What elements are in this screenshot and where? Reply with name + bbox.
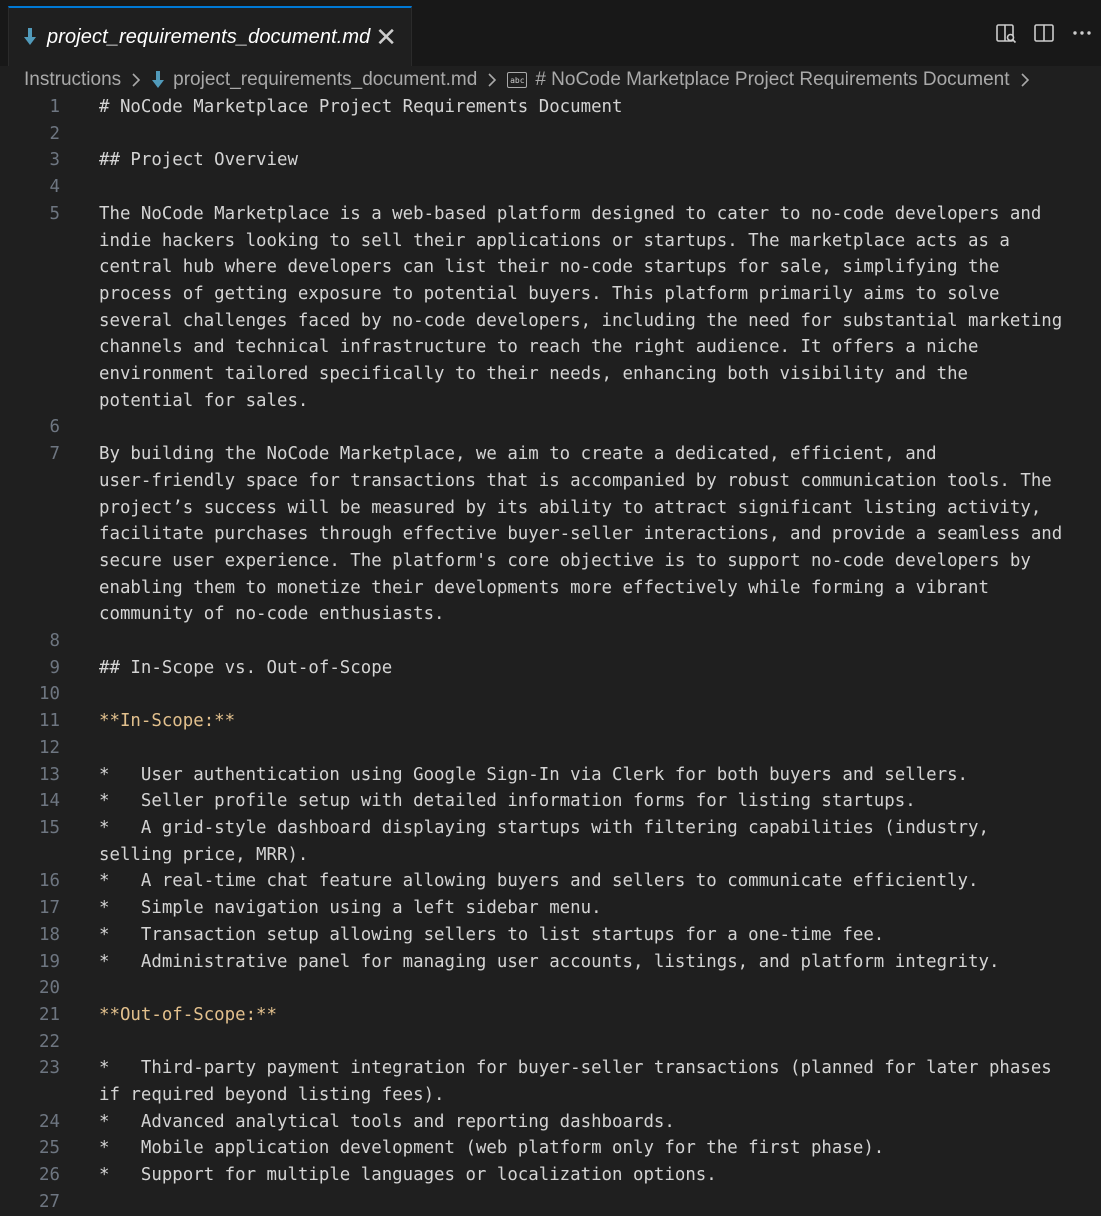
breadcrumb-file-label: project_requirements_document.md xyxy=(173,69,478,90)
line-number: 3 xyxy=(49,150,60,171)
line-number: 21 xyxy=(39,1004,60,1025)
line-text: * Third-party payment integration for buyer-seller transactions (planned for later phases if required beyond listing fees). xyxy=(99,1058,1052,1106)
line-text xyxy=(99,1189,1089,1216)
tab-title: project_requirements_document.md xyxy=(47,25,371,48)
line-text: * A real-time chat feature allowing buyers and sellers to communicate efficiently. xyxy=(99,871,979,892)
line-number: 22 xyxy=(39,1031,60,1052)
code-line[interactable] xyxy=(0,868,1101,895)
code-line[interactable] xyxy=(0,201,1101,415)
line-number: 9 xyxy=(49,657,60,678)
code-line[interactable] xyxy=(0,762,1101,789)
line-number: 5 xyxy=(49,203,60,224)
line-text: By building the NoCode Marketplace, we aim to create a dedicated, efficient, and user-friendly space for transactions that is accompanied by robust communication tools. The project’s success will be measured by its ability to attract significant listing activity, facilitate purchases through effective buyer-seller interactions, and provide a seamless and secure user experience. The platform's core objective is to support no-code developers by enabling them to monetize their developments more effectively while forming a vibrant community of no-code enthusiasts. xyxy=(99,444,1063,625)
editor-actions xyxy=(995,22,1093,44)
string-symbol-icon: abc xyxy=(507,72,527,88)
line-text: * Seller profile setup with detailed information forms for listing startups. xyxy=(99,791,916,812)
open-preview-to-side-icon[interactable] xyxy=(995,22,1017,44)
code-line[interactable] xyxy=(0,441,1101,628)
code-line[interactable] xyxy=(0,735,1101,762)
line-number: 27 xyxy=(39,1191,60,1212)
line-text: * Simple navigation using a left sidebar menu. xyxy=(99,898,602,919)
line-text: * Administrative panel for managing user accounts, listings, and platform integrity. xyxy=(99,951,1000,972)
line-number: 7 xyxy=(49,444,60,465)
code-line[interactable] xyxy=(0,1055,1101,1108)
line-text xyxy=(99,121,1089,148)
code-line[interactable] xyxy=(0,681,1101,708)
code-line[interactable] xyxy=(0,414,1101,441)
code-line[interactable] xyxy=(0,655,1101,682)
code-line[interactable] xyxy=(0,94,1101,121)
line-text: **Out-of-Scope:** xyxy=(99,1004,277,1025)
close-icon[interactable]: ✕ xyxy=(375,22,397,52)
line-text: ## Project Overview xyxy=(99,150,298,171)
line-number: 6 xyxy=(49,417,60,438)
line-text xyxy=(99,681,1089,708)
code-line[interactable] xyxy=(0,1002,1101,1029)
line-number: 15 xyxy=(39,817,60,838)
line-number: 16 xyxy=(39,871,60,892)
editor-tab[interactable] xyxy=(8,6,412,66)
code-line[interactable] xyxy=(0,1189,1101,1216)
breadcrumb xyxy=(0,66,1101,94)
breadcrumb-symbol[interactable] xyxy=(507,69,1009,91)
line-text: ## In-Scope vs. Out-of-Scope xyxy=(99,657,393,678)
line-text xyxy=(99,628,1089,655)
line-number: 10 xyxy=(39,684,60,705)
code-line[interactable] xyxy=(0,121,1101,148)
line-text xyxy=(99,414,1089,441)
code-line[interactable] xyxy=(0,895,1101,922)
line-text: **In-Scope:** xyxy=(99,711,236,732)
line-text xyxy=(99,735,1089,762)
line-text: * User authentication using Google Sign-In via Clerk for both buyers and sellers. xyxy=(99,764,969,785)
code-line[interactable] xyxy=(0,1135,1101,1162)
chevron-right-icon xyxy=(1020,73,1030,87)
markdown-file-icon xyxy=(151,71,165,89)
code-line[interactable] xyxy=(0,975,1101,1002)
line-number: 17 xyxy=(39,898,60,919)
line-text xyxy=(99,1029,1089,1056)
line-text xyxy=(99,975,1089,1002)
line-number: 12 xyxy=(39,737,60,758)
line-text: * A grid-style dashboard displaying startups with filtering capabilities (industry, selling price, MRR). xyxy=(99,817,989,865)
line-number: 4 xyxy=(49,177,60,198)
line-number: 24 xyxy=(39,1111,60,1132)
code-line[interactable] xyxy=(0,1162,1101,1189)
line-number: 18 xyxy=(39,924,60,945)
code-line[interactable] xyxy=(0,1109,1101,1136)
line-text: * Support for multiple languages or localization options. xyxy=(99,1165,717,1186)
code-line[interactable] xyxy=(0,922,1101,949)
line-text: * Advanced analytical tools and reporting dashboards. xyxy=(99,1111,675,1132)
code-line[interactable] xyxy=(0,1029,1101,1056)
line-number: 2 xyxy=(49,123,60,144)
markdown-file-icon xyxy=(23,28,37,46)
breadcrumb-folder[interactable]: Instructions xyxy=(24,69,122,90)
breadcrumb-symbol-label: # NoCode Marketplace Project Requirements Document xyxy=(535,69,1010,90)
code-line[interactable] xyxy=(0,949,1101,976)
line-text: * Transaction setup allowing sellers to list startups for a one-time fee. xyxy=(99,924,885,945)
line-number: 14 xyxy=(39,791,60,812)
code-line[interactable] xyxy=(0,147,1101,174)
line-number: 11 xyxy=(39,711,60,732)
code-line[interactable] xyxy=(0,708,1101,735)
line-text xyxy=(99,174,1089,201)
line-number: 20 xyxy=(39,978,60,999)
code-line[interactable] xyxy=(0,174,1101,201)
line-number: 23 xyxy=(39,1058,60,1079)
code-line[interactable] xyxy=(0,815,1101,868)
chevron-right-icon xyxy=(487,73,497,87)
line-number: 19 xyxy=(39,951,60,972)
line-text: * Mobile application development (web platform only for the first phase). xyxy=(99,1138,885,1159)
split-editor-icon[interactable] xyxy=(1033,22,1055,44)
line-text: The NoCode Marketplace is a web-based platform designed to cater to no-code developers and indie hackers looking to sell their applications or startups. The marketplace acts as a central hub where developers can list their no-code startups for sale, simplifying the process of getting exposure to potential buyers. This platform primarily aims to solve several challenges faced by no-code developers, including the need for substantial marketing channels and technical infrastructure to reach the right audience. It offers a niche environment tailored specifically to their needs, enhancing both visibility and the potential for sales. xyxy=(99,203,1063,411)
more-actions-icon[interactable] xyxy=(1071,22,1093,44)
line-number: 13 xyxy=(39,764,60,785)
line-text: # NoCode Marketplace Project Requirements Document xyxy=(99,97,623,117)
breadcrumb-file[interactable] xyxy=(151,69,477,91)
tab-bar xyxy=(0,0,1101,67)
line-number: 8 xyxy=(49,631,60,652)
line-number: 25 xyxy=(39,1138,60,1159)
line-number: 1 xyxy=(49,97,60,117)
code-line[interactable] xyxy=(0,788,1101,815)
code-editor[interactable] xyxy=(0,94,1101,1212)
chevron-right-icon xyxy=(131,73,141,87)
scrollbar[interactable] xyxy=(1095,66,1101,1200)
code-line[interactable] xyxy=(0,628,1101,655)
line-number: 26 xyxy=(39,1165,60,1186)
